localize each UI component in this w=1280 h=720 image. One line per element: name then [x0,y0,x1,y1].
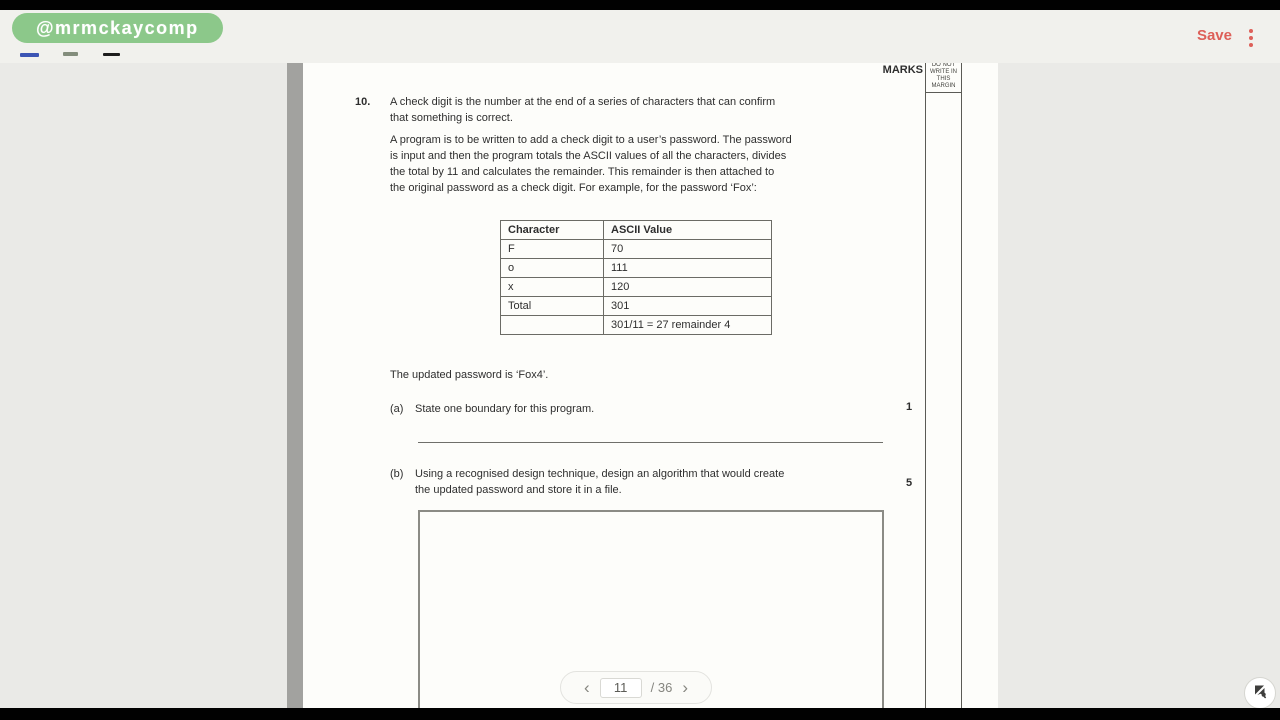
table-row: 301/11 = 27 remainder 4 [501,316,772,335]
page-navigation [560,671,712,704]
markup-tool-black-underline-icon[interactable] [103,53,120,56]
question-body-paragraph: A program is to be written to add a check digit to a user’s password. The password is input and then the program totals the ASCII values of all the characters, divides the total by 11 and calculates the remainder. This remainder is then attached to the original password as a check digit. For example, for the password ‘Fox’: [390,134,792,194]
markup-tool-blue-underline-icon[interactable] [20,53,39,57]
letterbox-top [0,0,1280,10]
app-header [0,10,1280,63]
part-b-marks: 5 [905,477,913,489]
flag-pin-icon [1252,683,1268,704]
ascii-value-table [500,220,772,335]
scrollbar[interactable] [287,63,303,708]
previous-page-icon[interactable]: ‹ [583,678,590,697]
updated-password-note: The updated password is ‘Fox4’. [390,369,549,381]
table-row: x 120 [501,278,772,297]
letterbox-bottom [0,708,1280,720]
document-page [303,63,998,708]
part-a-text: State one boundary for this program. [415,403,595,415]
part-b-text: Using a recognised design technique, design an algorithm that would create the updated password and store it in a file. [415,468,785,496]
page-total-label: / 36 [650,680,673,695]
part-b-label: (b) [390,468,404,480]
username-badge: @mrmckaycomp [12,13,223,43]
marks-column-header: MARKS [882,64,923,76]
table-row: Total 301 [501,297,772,316]
page-number-input[interactable] [600,678,642,698]
margin-note: DO NOT WRITE IN THIS MARGIN [926,63,961,93]
do-not-write-margin-column [925,63,962,708]
part-a-answer-line [418,442,883,443]
part-a-marks: 1 [905,401,913,413]
overflow-menu-icon[interactable] [1244,29,1258,47]
table-header-row: Character ASCII Value [501,221,772,240]
markup-tool-green-icon[interactable] [63,52,78,56]
question-number: 10. [355,96,371,108]
table-row: o 111 [501,259,772,278]
save-button[interactable]: Save [1196,27,1232,44]
next-page-icon[interactable]: › [682,678,689,697]
annotation-tool-button[interactable] [1244,677,1276,709]
table-row: F 70 [501,240,772,259]
question-intro-paragraph: A check digit is the number at the end of a series of characters that can confirm that something is correct. [390,96,776,124]
part-a-label: (a) [390,403,404,415]
